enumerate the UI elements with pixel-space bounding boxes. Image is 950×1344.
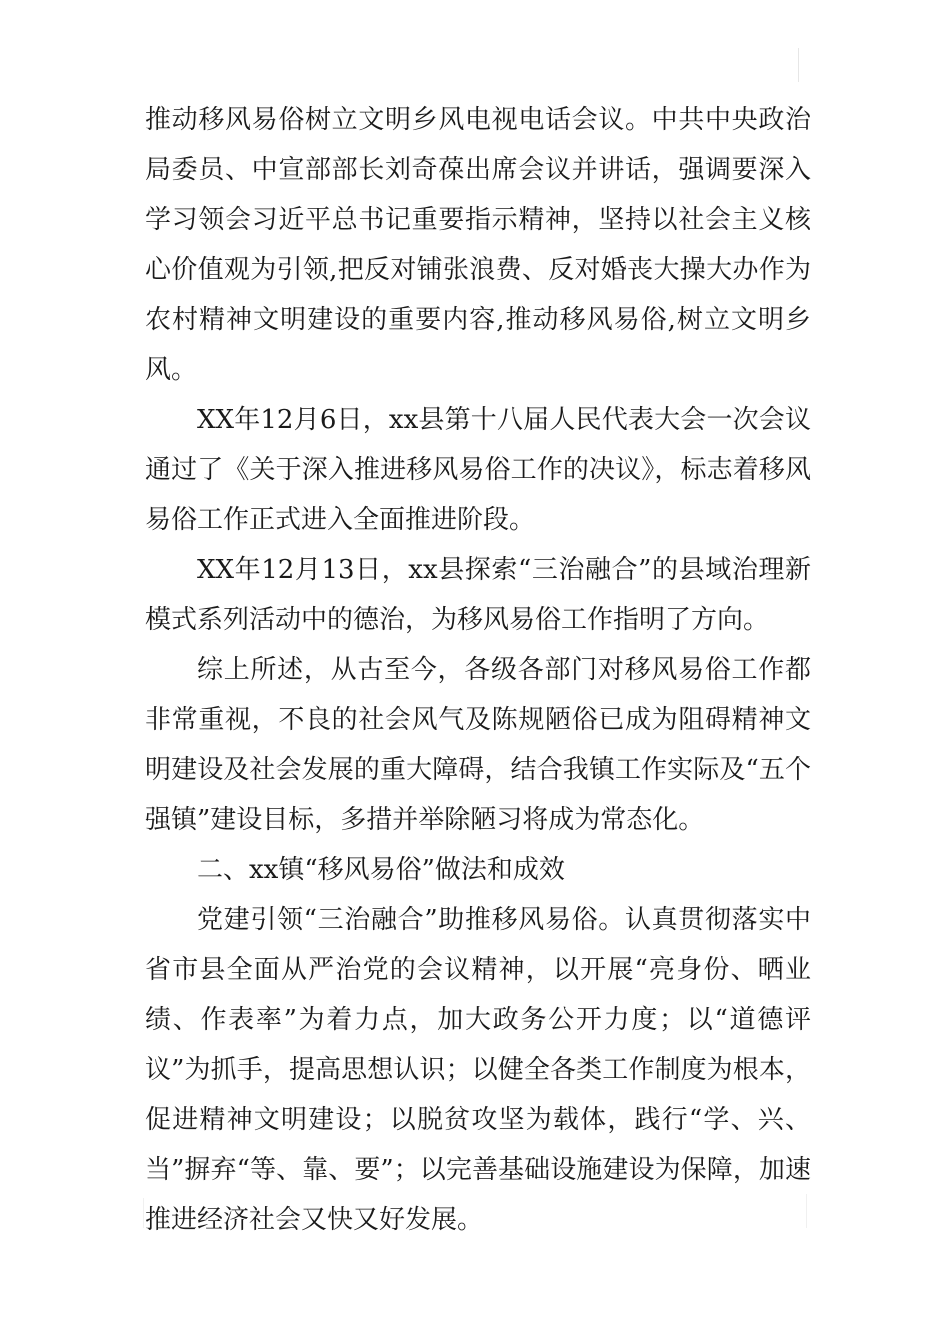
section-heading: 二、xx镇“移风易俗”做法和成效 (197, 855, 565, 885)
page-corner-mark (806, 1194, 807, 1228)
body-paragraph: 推动移风易俗树立文明乡风电视电话会议。中共中央政治局委员、中宣部部长刘奇葆出席会议并讲话，强调要深入学习领会习近平总书记重要指示精神，坚持以社会主义核心价值观为引领,把反对铺张浪费、反对婚丧大操大办作为农村精神文明建设的重要内容,推动移风易俗,树立文明乡风。 (145, 105, 811, 385)
body-paragraph: 党建引领“三治融合”助推移风易俗。认真贯彻落实中省市县全面从严治党的会议精神，以开展“亮身份、晒业绩、作表率”为着力点，加大政务公开力度；以“道德评议”为抓手，提高思想认识；以健全各类工作制度为根本，促进精神文明建设；以脱贫攻坚为载体，践行“学、兴、当”摒弃“等、靠、要”；以完善基础设施建设为保障，加速推进经济社会又快又好发展。 (145, 905, 811, 1235)
page-corner-mark (798, 48, 799, 82)
document-body (145, 95, 811, 1245)
body-paragraph: 综上所述，从古至今，各级各部门对移风易俗工作都非常重视，不良的社会风气及陈规陋俗已成为阻碍精神文明建设及社会发展的重大障碍，结合我镇工作实际及“五个强镇”建设目标，多措并举除陋习将成为常态化。 (145, 655, 811, 835)
body-paragraph: XX年12月6日，xx县第十八届人民代表大会一次会议通过了《关于深入推进移风易俗工作的决议》，标志着移风易俗工作正式进入全面推进阶段。 (145, 405, 811, 535)
page-corner-mark (143, 1198, 144, 1228)
body-paragraph: XX年12月13日，xx县探索“三治融合”的县域治理新模式系列活动中的德治，为移风易俗工作指明了方向。 (145, 555, 811, 635)
